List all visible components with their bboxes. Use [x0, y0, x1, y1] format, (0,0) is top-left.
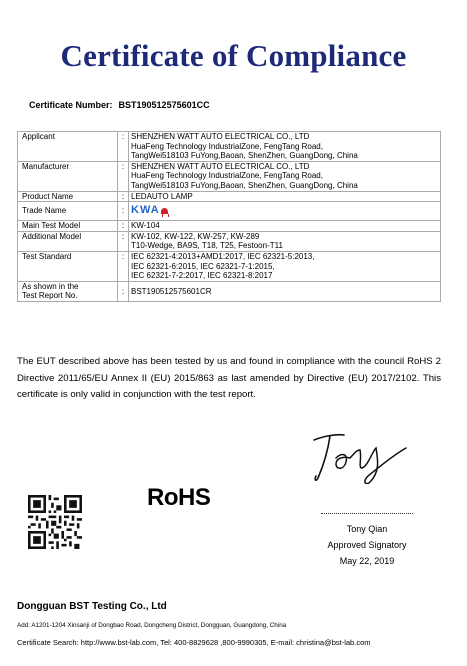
report-label [18, 281, 118, 301]
certificate-number-label: Certificate Number: [29, 100, 113, 110]
report-label-line: As shown in the [22, 281, 79, 291]
test-standard-value [129, 251, 441, 281]
signature-image [306, 428, 416, 484]
trade-name-label: Trade Name [18, 202, 118, 221]
manufacturer-value [129, 161, 441, 191]
main-model-label: Main Test Model [18, 221, 118, 232]
signature-line [321, 513, 413, 514]
additional-model-row [18, 231, 441, 251]
certificate-search-line: Certificate Search: http://www.bst-lab.com, Tel: 400-8829628 ,800-9990305, E-mail: christina@bst-lab.com [17, 638, 371, 647]
applicant-row [18, 132, 441, 162]
separator: : [118, 231, 129, 251]
signer-title: Approved Signatory [327, 540, 407, 550]
main-model-value: KW-104 [129, 221, 441, 232]
separator: : [118, 221, 129, 232]
lab-address: Add: A1201-1204 Xinsanji of Dongbao Road, Dongcheng District, Dongguan, Guangdong, China [17, 622, 287, 629]
product-name-label: Product Name [18, 191, 118, 202]
lab-name: Dongguan BST Testing Co., Ltd [17, 601, 167, 612]
manufacturer-line: HuaFeng Technology IndustrialZone, FengTang Road, [131, 171, 323, 181]
product-name-row [18, 191, 441, 202]
rohs-mark: RoHS [147, 484, 211, 511]
manufacturer-row [18, 161, 441, 191]
test-standard-row [18, 251, 441, 281]
lamp-icon [161, 208, 168, 214]
standard-line: IEC 62321-7-2:2017, IEC 62321-8:2017 [131, 271, 273, 281]
trade-name-row [18, 202, 441, 221]
signer-name: Tony Qian [346, 524, 388, 534]
separator: : [118, 161, 129, 191]
applicant-value [129, 132, 441, 162]
separator: : [118, 191, 129, 202]
standard-line: IEC 62321-6:2015, IEC 62321-7-1:2015, [131, 261, 275, 271]
signed-date: May 22, 2019 [339, 556, 395, 566]
report-row [18, 281, 441, 301]
compliance-statement: The EUT described above has been tested by us and found in compliance with the council RoHS 2 Directive 2011/65/EU Annex II (EU) 2015/863 as last amended by Directive (EU) 2017/2102. This certificate is only valid in conjunction with the test report. [17, 356, 441, 400]
signer-block [305, 521, 429, 569]
additional-model-value [129, 231, 441, 251]
test-standard-label: Test Standard [18, 251, 118, 281]
separator: : [118, 251, 129, 281]
standard-line: IEC 62321-4:2013+AMD1:2017, IEC 62321-5:2013, [131, 251, 315, 261]
trade-name-value [129, 202, 441, 221]
separator: : [118, 132, 129, 162]
applicant-line: HuaFeng Technology IndustrialZone, FengTang Road, [131, 141, 323, 151]
certificate-number-row [29, 100, 210, 110]
manufacturer-label: Manufacturer [18, 161, 118, 191]
manufacturer-line: SHENZHEN WATT AUTO ELECTRICAL CO., LTD [131, 161, 310, 171]
report-label-line: Test Report No. [22, 291, 78, 301]
separator: : [118, 281, 129, 301]
qr-code-icon [28, 495, 82, 549]
manufacturer-line: TangWei518103 FuYong,Baoan, ShenZhen, GuangDong, China [131, 180, 358, 190]
applicant-line: SHENZHEN WATT AUTO ELECTRICAL CO., LTD [131, 132, 310, 141]
certificate-title: Certificate of Compliance [60, 38, 407, 73]
certificate-number: BST190512575601CC [118, 100, 210, 110]
product-name-value: LEDAUTO LAMP [129, 191, 441, 202]
separator: : [118, 202, 129, 221]
report-number: BST190512575601CR [129, 281, 441, 301]
certificate-details-table [17, 131, 441, 302]
model-line: T10-Wedge, BA9S, T18, T25, Festoon-T11 [131, 241, 283, 251]
applicant-label: Applicant [18, 132, 118, 162]
additional-model-label: Additional Model [18, 231, 118, 251]
kwa-logo [131, 206, 168, 216]
model-line: KW-102, KW-122, KW-257, KW-289 [131, 231, 260, 241]
applicant-line: TangWei518103 FuYong,Baoan, ShenZhen, GuangDong, China [131, 151, 358, 161]
trade-name-text: KWA [131, 204, 160, 217]
main-model-row [18, 221, 441, 232]
